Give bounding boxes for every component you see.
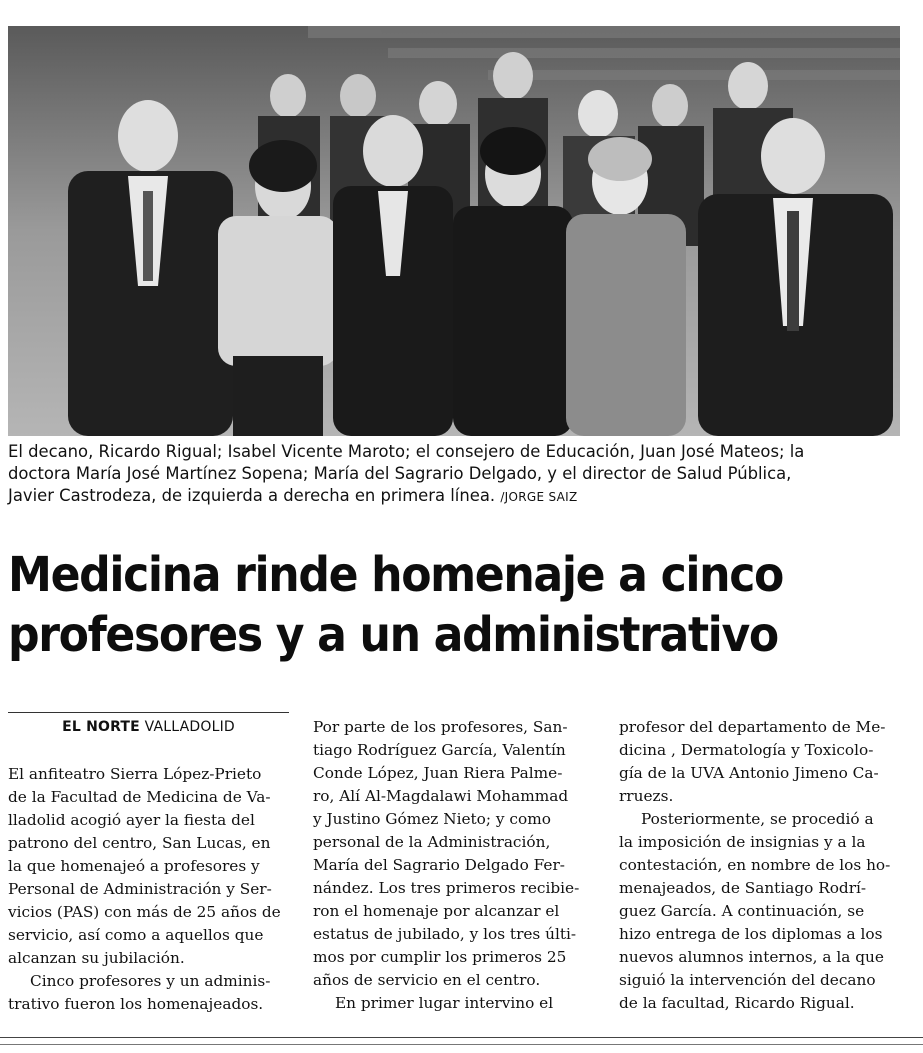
- body-line: siguió la intervención del decano: [619, 971, 876, 989]
- caption-line: El decano, Ricardo Rigual; Isabel Vicente Maroto; el consejero de Educación, Juan José Mateos; la: [8, 442, 805, 461]
- byline: [8, 719, 289, 735]
- body-column-1: [8, 763, 296, 1016]
- group-photo: [8, 26, 900, 436]
- body-line: de la facultad, Ricardo Rigual.: [619, 994, 855, 1012]
- body-line: tiago Rodríguez García, Valentín: [313, 741, 566, 759]
- headline-line: Medicina rinde homenaje a cinco: [8, 547, 783, 603]
- page-divider: [0, 1044, 923, 1045]
- caption-line: [8, 485, 908, 508]
- body-line: de la Facultad de Medicina de Va-: [8, 788, 271, 806]
- photo-caption: [8, 441, 908, 508]
- body-line: ro, Alí Al-Magdalawi Mohammad: [313, 787, 569, 805]
- body-line: trativo fueron los homenajeados.: [8, 995, 264, 1013]
- body-line: mos por cumplir los primeros 25: [313, 948, 567, 966]
- body-line: Por parte de los profesores, San-: [313, 718, 568, 736]
- photo-credit: /JORGE SAIZ: [500, 490, 578, 504]
- headline-line: profesores y a un administrativo: [8, 607, 778, 663]
- body-line: rruezs.: [619, 787, 674, 805]
- caption-line-text: Javier Castrodeza, de izquierda a derecha en primera línea.: [8, 486, 496, 505]
- body-line: alcanzan su jubilación.: [8, 949, 185, 967]
- byline-city: VALLADOLID: [144, 719, 235, 735]
- body-line: lladolid acogió ayer la fiesta del: [8, 811, 255, 829]
- body-line: nuevos alumnos internos, a la que: [619, 948, 884, 966]
- body-line: y Justino Gómez Nieto; y como: [313, 810, 551, 828]
- body-line: personal de la Administración,: [313, 833, 551, 851]
- caption-line: doctora María José Martínez Sopena; María del Sagrario Delgado, y el director de Salud Pública,: [8, 464, 792, 483]
- group-photo-illustration: [8, 26, 900, 436]
- body-line: vicios (PAS) con más de 25 años de: [8, 903, 281, 921]
- body-line: la que homenajeó a profesores y: [8, 857, 260, 875]
- body-line: El anfiteatro Sierra López-Prieto: [8, 765, 262, 783]
- body-column-2: [313, 716, 601, 1015]
- body-line: patrono del centro, San Lucas, en: [8, 834, 271, 852]
- body-line: la imposición de insignias y a la: [619, 833, 866, 851]
- body-line: años de servicio en el centro.: [313, 971, 541, 989]
- body-line: ron el homenaje por alcanzar el: [313, 902, 560, 920]
- body-line: servicio, así como a aquellos que: [8, 926, 264, 944]
- body-line: Personal de Administración y Ser-: [8, 880, 272, 898]
- body-line: contestación, en nombre de los ho-: [619, 856, 891, 874]
- body-line: hizo entrega de los diplomas a los: [619, 925, 883, 943]
- body-line: gía de la UVA Antonio Jimeno Ca-: [619, 764, 879, 782]
- body-line: profesor del departamento de Me-: [619, 718, 886, 736]
- body-line: Cinco profesores y un adminis-: [30, 972, 271, 990]
- body-line: estatus de jubilado, y los tres últi-: [313, 925, 577, 943]
- byline-divider: [8, 712, 289, 713]
- body-line: dicina , Dermatología y Toxicolo-: [619, 741, 874, 759]
- byline-outlet: EL NORTE: [62, 719, 140, 735]
- page-divider: [0, 1037, 923, 1038]
- body-line: nández. Los tres primeros recibie-: [313, 879, 580, 897]
- body-line: María del Sagrario Delgado Fer-: [313, 856, 565, 874]
- article-headline: [8, 545, 841, 665]
- body-line: Conde López, Juan Riera Palme-: [313, 764, 563, 782]
- body-line: guez García. A continuación, se: [619, 902, 865, 920]
- body-line: En primer lugar intervino el: [335, 994, 554, 1012]
- body-line: Posteriormente, se procedió a: [641, 810, 874, 828]
- body-line: menajeados, de Santiago Rodrí-: [619, 879, 867, 897]
- body-column-3: [619, 716, 907, 1015]
